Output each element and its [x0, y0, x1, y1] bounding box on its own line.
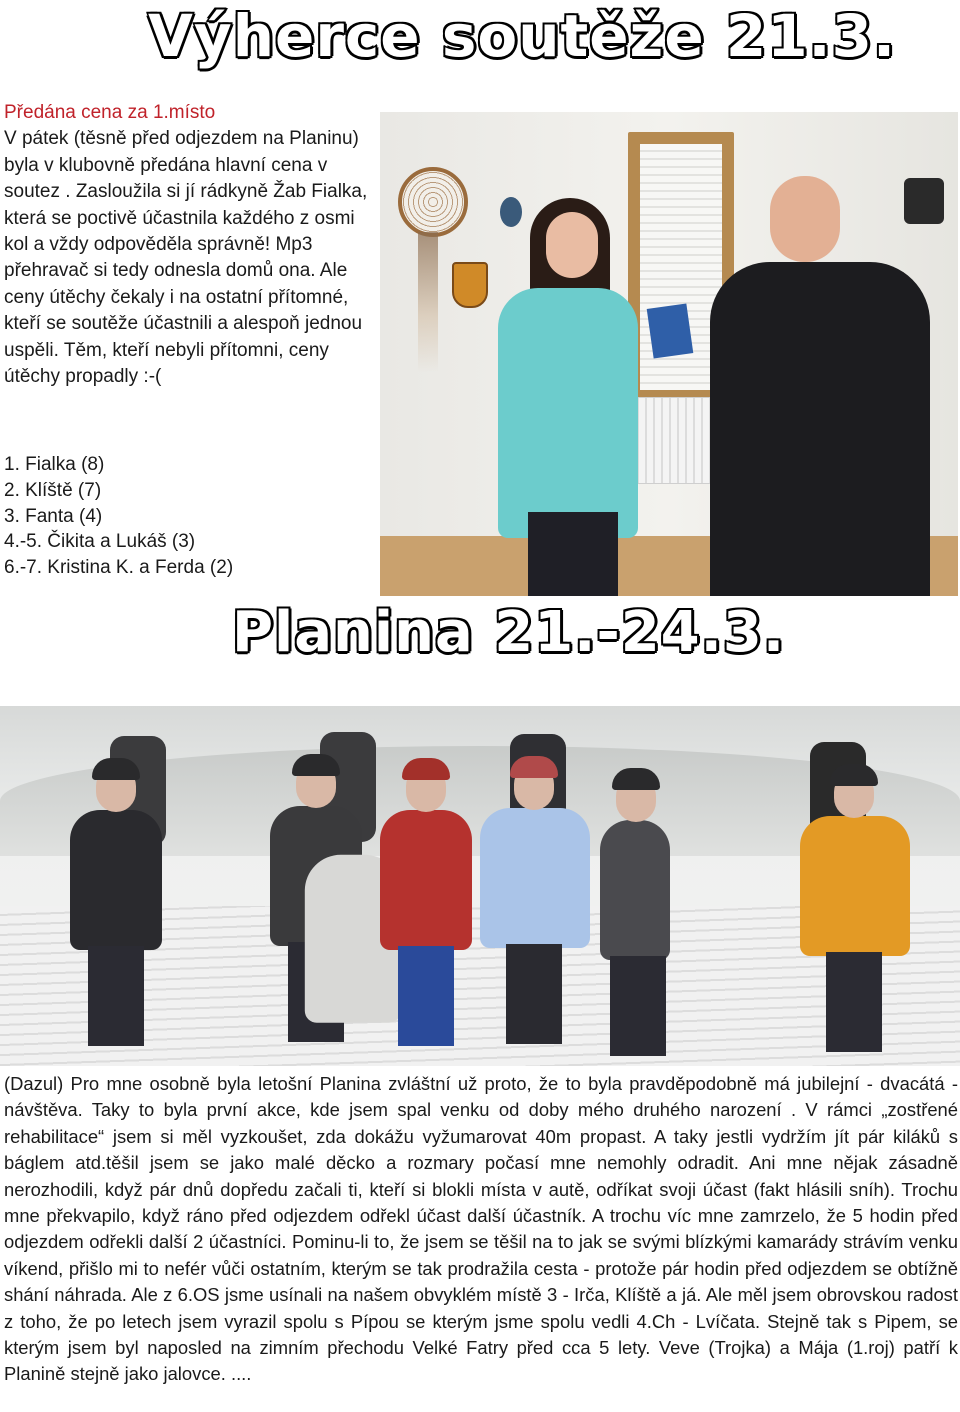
intro-paragraph: V pátek (těsně před odjezdem na Planinu) byla v klubovně předána hlavní cena v soutez . Zasloužila si jí rádkyně Žab Fialka, která se poctivě účastnila každého z osmi kol a vždy odpověděla správně! Mp3 přehravač si tedy odnesla domů ona. Ale ceny útěchy čekaly i na ostatní přítomné, kteří se soutěže účastnili a alespoň jednou uspěli. Těm, kteří nebyli přítomni, ceny útěchy propadly :-(: [4, 128, 368, 388]
result-item: 2. Klíště (7): [4, 479, 102, 501]
contest-winner-headline: Výherce soutěže 21.3.: [148, 2, 896, 70]
result-item: 6.-7. Kristina K. a Ferda (2): [4, 557, 234, 579]
wall-plaque-icon: [904, 178, 944, 224]
result-item: 1. Fialka (8): [4, 454, 105, 475]
intro-text: [4, 100, 374, 390]
hikers-snow-photo: [0, 706, 960, 1066]
planina-headline: Planina 21.-24.3.: [232, 600, 786, 665]
prize-handover-photo: [380, 112, 958, 596]
mp3-prize: [647, 303, 694, 358]
prize-lead-link[interactable]: Předána cena za 1.místo: [4, 102, 216, 123]
result-item: 3. Fanta (4): [4, 505, 103, 527]
result-item: 4.-5. Čikita a Lukáš (3): [4, 531, 196, 553]
shield-icon: [452, 262, 488, 308]
winner-figure: [498, 288, 638, 538]
dreamcatcher-icon: [398, 167, 468, 237]
article-text: (Dazul) Pro mne osobně byla letošní Planina zvláštní už proto, že to byla pravděpodobně má jubilejní - dvacátá - návštěva. Taky to byla první akce, kde jsem spal venku od doby mého druhého narození . V rámci „zostřené rehabilitace“ jsem si měl vyzkoušet, zda dokážu vyžumarovat 40m propast. A taky jestli vydržím jít pár kiláků s báglem atd.těšil jsem se jako malé děcko a rozmary počasí mne nemohly odradit. Ani mne nějak zásadně nerozhodili, když pár dnů dopředu začali ti, kteří si blokli místa v autě, odříkat svoji účast (fakt hlásili sníh). Trochu mne překvapilo, když ráno před odjezdem odřekl účast další účastník. A trochu víc mne zamrzelo, že 5 hodin před odjezdem odřekli další 2 účastníci. Pominu-li to, že jsem se těšil na to jak se svými blízkými kamarády strávím venku víkend, přišlo mi to nefér vůči ostatním, kterým se tak prodražila cesta - protože pár hodin před odjezdem se obtížně shání náhrada. Ale z 6.OS jsme usínali na našem obvyklém místě 3 - Irča, Klíště a já. Ale měl jsem obrovskou radost z toho, že po letech jsem vyrazil spolu s Pípou se kterým jsme spolu vedli 4.Ch - Lvíčata. Stejně tak s Pipem, se kterým jsem byl naposled na zimním přechodu Velké Fatry před cca 5 lety. Veve (Trojka) a Mája (1.roj) patří k Planině stejně jako jalovce. ....: [4, 1073, 958, 1385]
wall-mask-icon: [500, 197, 522, 227]
results-list: [4, 452, 304, 581]
presenter-figure: [710, 262, 930, 596]
